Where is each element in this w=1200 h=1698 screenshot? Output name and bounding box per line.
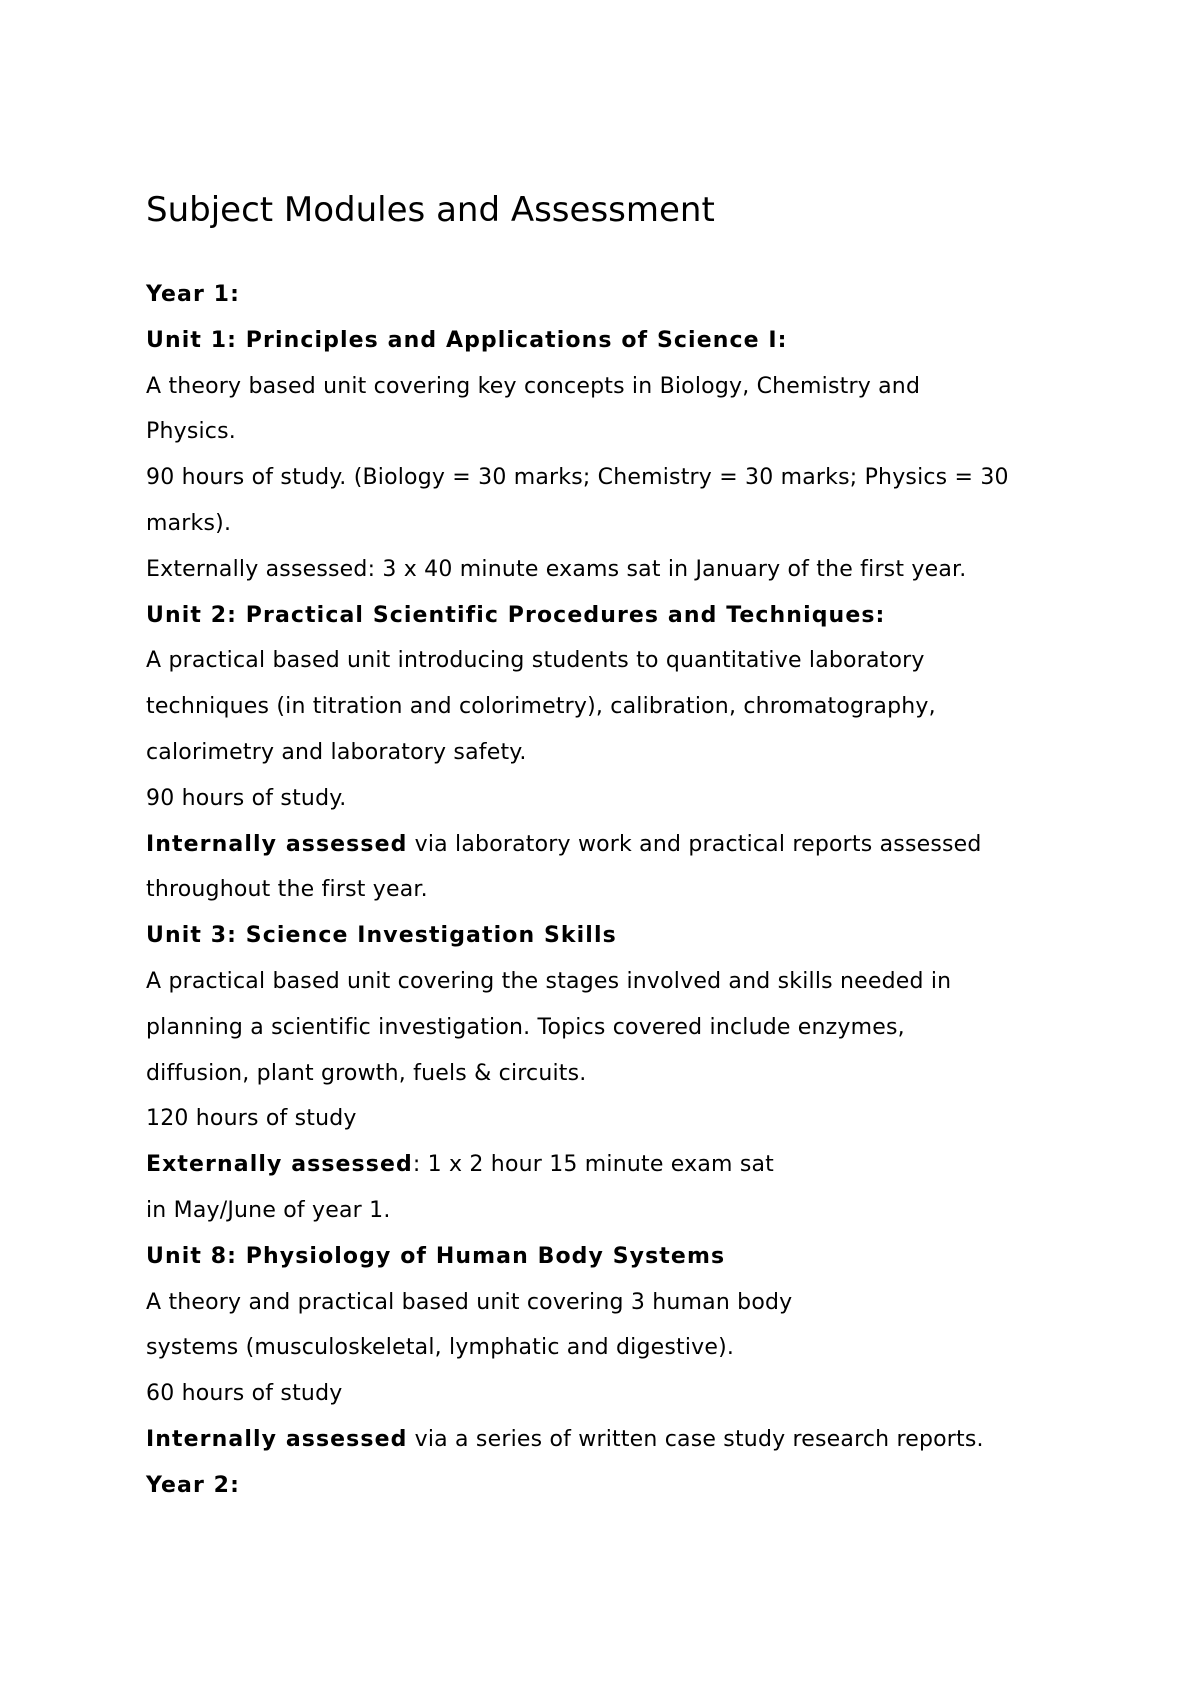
unit-3-description-line-2: planning a scientific investigation. Topics covered include enzymes, [146,1014,905,1040]
unit-1-heading: Unit 1: Principles and Applications of Science I: [146,327,788,353]
document-body [146,272,1066,1509]
unit-1-assessment: Externally assessed: 3 x 40 minute exams sat in January of the first year. [146,556,967,582]
unit-3-description-line-1: A practical based unit covering the stages involved and skills needed in [146,968,952,994]
unit-3-assessment-line-1 [146,1142,1066,1188]
unit-2-description-line-2: techniques (in titration and colorimetry), calibration, chromatography, [146,694,936,720]
year-1-heading: Year 1: [146,282,240,307]
unit-3-assessment-detail: : 1 x 2 hour 15 minute exam sat [412,1152,775,1178]
unit-8-description-line-2: systems (musculoskeletal, lymphatic and digestive). [146,1335,735,1361]
unit-8-assessment-type: Internally assessed [146,1426,408,1452]
unit-2-assessment-line-1 [146,822,1066,868]
unit-2-assessment-detail: via laboratory work and practical reports assessed [407,831,982,857]
unit-2-assessment-line-2: throughout the first year. [146,877,428,903]
unit-2-description-line-1: A practical based unit introducing students to quantitative laboratory [146,648,925,674]
unit-1-hours-line-1: 90 hours of study. (Biology = 30 marks; Chemistry = 30 marks; Physics = 30 [146,465,1009,491]
unit-2-description-line-3: calorimetry and laboratory safety. [146,739,527,765]
unit-2-hours: 90 hours of study. [146,785,347,811]
unit-1-hours-line-2: marks). [146,510,232,536]
unit-8-assessment [146,1417,1066,1463]
unit-2-heading: Unit 2: Practical Scientific Procedures and Techniques: [146,602,886,628]
unit-1-description-line-2: Physics. [146,419,236,445]
unit-8-hours: 60 hours of study [146,1381,343,1407]
document-title: Subject Modules and Assessment [146,190,715,230]
unit-2-assessment-type: Internally assessed [146,831,408,857]
unit-3-hours: 120 hours of study [146,1106,357,1132]
unit-3-assessment-type: Externally assessed [146,1152,413,1178]
unit-3-assessment-line-2: in May/June of year 1. [146,1197,391,1223]
unit-8-assessment-detail: via a series of written case study research reports. [407,1426,984,1452]
unit-3-heading: Unit 3: Science Investigation Skills [146,923,617,949]
unit-3-description-line-3: diffusion, plant growth, fuels & circuits. [146,1060,587,1086]
year-2-heading: Year 2: [146,1472,240,1498]
unit-1-description-line-1: A theory based unit covering key concepts in Biology, Chemistry and [146,373,921,399]
unit-8-description-line-1: A theory and practical based unit covering 3 human body [146,1289,793,1315]
unit-8-heading: Unit 8: Physiology of Human Body Systems [146,1243,726,1269]
